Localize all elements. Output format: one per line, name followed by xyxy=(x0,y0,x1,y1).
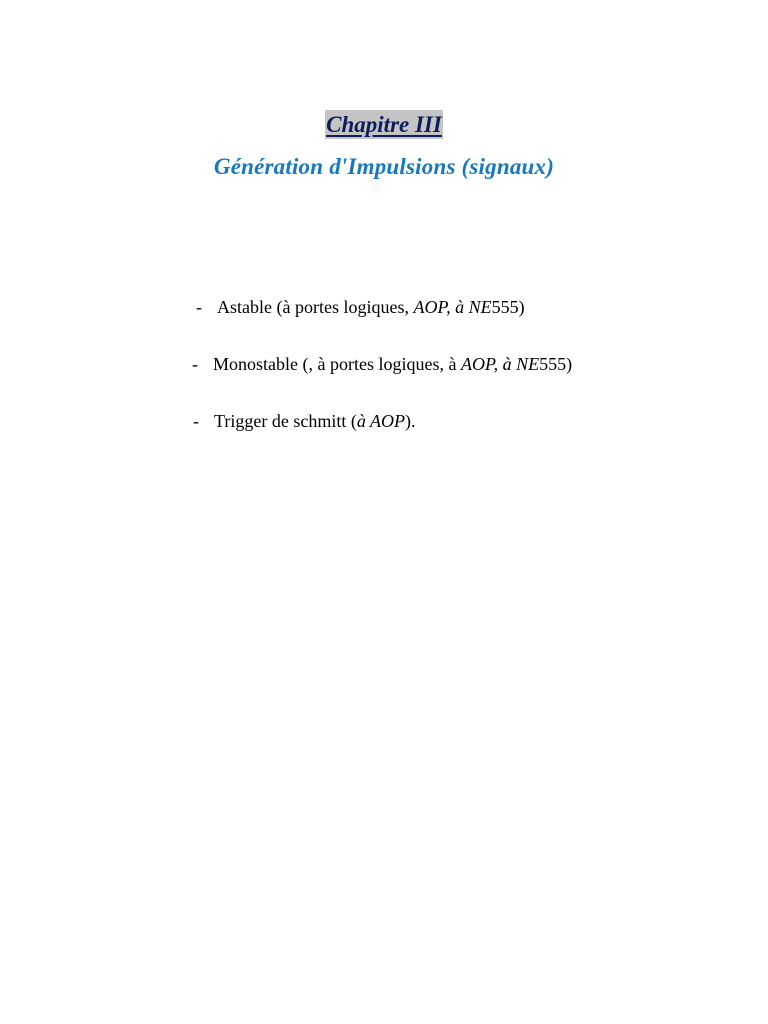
chapter-subtitle: Génération d'Impulsions (signaux) xyxy=(213,154,555,179)
topic-text-end: ) xyxy=(518,297,525,317)
topic-text: Trigger de schmitt ( xyxy=(214,411,357,431)
topic-text-number: 555 xyxy=(491,297,519,317)
list-item xyxy=(192,353,572,375)
topic-text-italic: AOP, à NE xyxy=(413,297,492,317)
topic-text-end: ). xyxy=(405,411,416,431)
topic-text: Monostable (, à portes logiques, à xyxy=(213,354,461,374)
topic-text-number: 555 xyxy=(539,354,567,374)
list-dash: - xyxy=(192,354,198,374)
topic-text-end: ) xyxy=(566,354,573,374)
list-item xyxy=(193,410,416,432)
chapter-heading xyxy=(0,110,768,139)
list-dash: - xyxy=(196,297,202,317)
topic-text-italic: à AOP xyxy=(356,411,405,431)
topic-text: Astable (à portes logiques, xyxy=(217,297,414,317)
chapter-label: Chapitre III xyxy=(326,112,442,137)
topic-text-italic: AOP, à NE xyxy=(460,354,540,374)
list-item xyxy=(196,296,525,318)
list-dash: - xyxy=(193,411,199,431)
